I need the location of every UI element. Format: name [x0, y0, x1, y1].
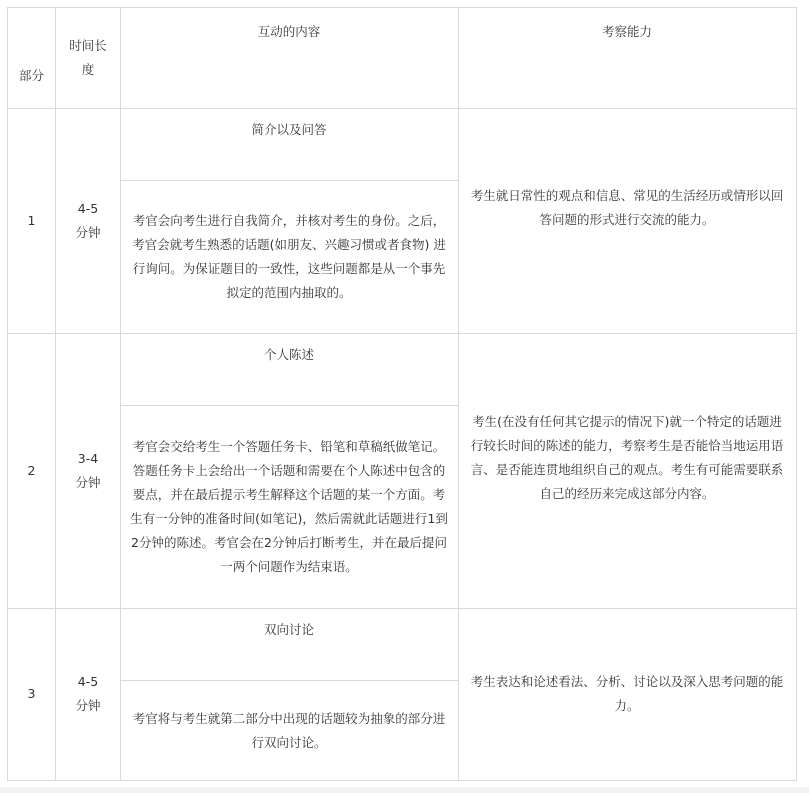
row3-ability — [458, 608, 796, 780]
row3-duration-value: 4-5 分钟 — [75, 674, 101, 713]
row2-duration — [64, 333, 112, 608]
row2-part — [8, 333, 55, 608]
row2-ability-value: 考生(在没有任何其它提示的情况下)就一个特定的话题进行较长时间的陈述的能力，考察考生是否能恰当地运用语言、是否能连贯地组织自己的观点。考生有可能需要联系自己的经历来完成这部分内容。 — [470, 414, 784, 501]
header-part — [8, 48, 55, 88]
row2-ability — [458, 333, 796, 583]
row3-title — [120, 618, 458, 648]
row1-description — [120, 181, 458, 333]
row2-part-value: 2 — [27, 462, 36, 478]
row1-ability-value: 考生就日常性的观点和信息、常见的生活经历或情形以回答问题的形式进行交流的能力。 — [470, 188, 784, 227]
row2-title-value: 个人陈述 — [263, 347, 314, 362]
row1-ability — [458, 108, 796, 308]
bottom-divider — [0, 787, 809, 793]
header-duration-label: 时间长度 — [69, 38, 107, 77]
header-content — [120, 20, 458, 70]
header-part-label: 部分 — [18, 68, 44, 83]
row2-description — [120, 406, 458, 608]
row1-title-value: 简介以及问答 — [251, 122, 327, 137]
header-content-label: 互动的内容 — [257, 24, 321, 39]
row1-duration — [64, 108, 112, 333]
row3-ability-value: 考生表达和论述看法、分析、讨论以及深入思考问题的能力。 — [470, 674, 784, 713]
row3-description — [120, 681, 458, 780]
header-ability-label: 考察能力 — [601, 24, 652, 39]
row3-duration — [64, 608, 112, 780]
exam-format-table — [7, 7, 797, 781]
row2-description-value: 考官会交给考生一个答题任务卡、铅笔和草稿纸做笔记。答题任务卡上会给出一个话题和需要在个人陈述中包含的要点，并在最后提示考生解释这个话题的某一个方面。考生有一分钟的准备时间(如笔记)，然后需就此话题进行1到2分钟的陈述。考官会在2分钟后打断考生，并在最后提问一两个问题作为结束语。 — [130, 439, 448, 574]
row2-duration-value: 3-4 分钟 — [75, 450, 101, 490]
row1-description-value: 考官会向考生进行自我简介，并核对考生的身份。之后，考官会就考生熟悉的话题(如朋友、兴趣习惯或者食物) 进行询问。为保证题目的一致性，这些问题都是从一个事先拟定的范围内抽取的。 — [132, 213, 446, 300]
row1-title — [120, 118, 458, 148]
row3-description-value: 考官将与考生就第二部分中出现的话题较为抽象的部分进行双向讨论。 — [132, 710, 446, 750]
row1-part — [8, 108, 55, 333]
row3-title-value: 双向讨论 — [263, 622, 314, 637]
row3-part — [8, 608, 55, 780]
row2-title — [120, 343, 458, 373]
row3-part-value: 3 — [27, 686, 36, 701]
row1-duration-value: 4-5 分钟 — [75, 200, 101, 240]
header-ability — [458, 20, 796, 70]
header-duration — [64, 8, 112, 108]
row1-part-value: 1 — [27, 212, 36, 228]
